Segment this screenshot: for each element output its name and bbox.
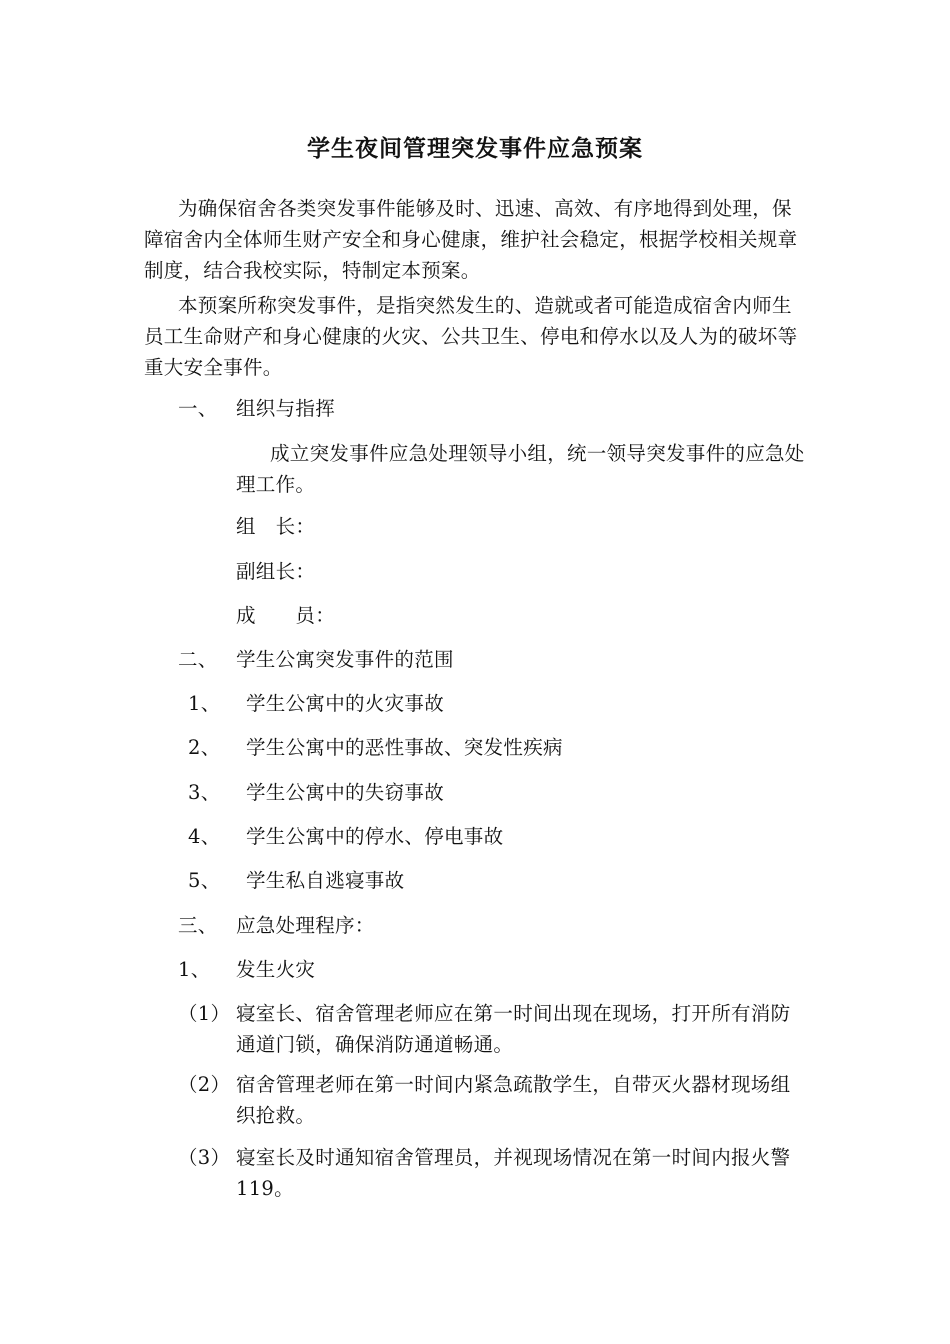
- section-1-marker: 一、: [178, 397, 218, 420]
- intro-paragraph-1: 为确保宿舍各类突发事件能够及时、迅速、高效、有序地得到处理，保障宿舍内全体师生财产安全和身心健康，维护社会稳定，根据学校相关规章制度，结合我校实际，特制定本预案。: [144, 197, 798, 282]
- deputy-leader-label: 副组长：: [236, 560, 316, 583]
- step-number: （3）: [178, 1146, 231, 1169]
- scope-item-text: 学生公寓中的停水、停电事故: [246, 825, 504, 848]
- step-number: （2）: [178, 1073, 231, 1096]
- section-2-heading: 学生公寓突发事件的范围: [236, 648, 454, 671]
- section-2-marker: 二、: [178, 648, 218, 671]
- section-1-body: 成立突发事件应急处理领导小组，统一领导突发事件的应急处理工作。: [236, 442, 805, 496]
- subsection-heading: 发生火灾: [236, 958, 316, 981]
- step-number: （1）: [178, 1002, 231, 1025]
- scope-item-number: 2、: [188, 736, 221, 759]
- scope-item-text: 学生私自逃寝事故: [246, 869, 405, 892]
- scope-item-number: 4、: [188, 825, 221, 848]
- scope-item-number: 1、: [188, 692, 221, 715]
- intro-paragraph-2: 本预案所称突发事件，是指突然发生的、造就或者可能造成宿舍内师生员工生命财产和身心健康的火灾、公共卫生、停电和停水以及人为的破坏等重大安全事件。: [144, 294, 798, 379]
- scope-item-text: 学生公寓中的恶性事故、突发性疾病: [246, 736, 563, 759]
- section-1-heading: 组织与指挥: [236, 397, 336, 420]
- section-3-heading: 应急处理程序：: [236, 914, 375, 937]
- members-label: 成 员：: [236, 604, 336, 627]
- subsection-marker: 1、: [178, 958, 211, 981]
- step-text: 寝室长及时通知宿舍管理员，并视现场情况在第一时间内报火警119。: [236, 1146, 791, 1200]
- step-text: 寝室长、宿舍管理老师应在第一时间出现在现场，打开所有消防通道门锁，确保消防通道畅通。: [236, 1002, 791, 1056]
- document-title: 学生夜间管理突发事件应急预案: [307, 136, 643, 162]
- scope-item-number: 3、: [188, 781, 221, 804]
- step-text: 宿舍管理老师在第一时间内紧急疏散学生，自带灭火器材现场组织抢救。: [236, 1073, 791, 1127]
- section-3-marker: 三、: [178, 914, 218, 937]
- scope-item-text: 学生公寓中的失窃事故: [246, 781, 445, 804]
- leader-label: 组 长：: [236, 515, 316, 538]
- scope-item-text: 学生公寓中的火灾事故: [246, 692, 445, 715]
- scope-item-number: 5、: [188, 869, 221, 892]
